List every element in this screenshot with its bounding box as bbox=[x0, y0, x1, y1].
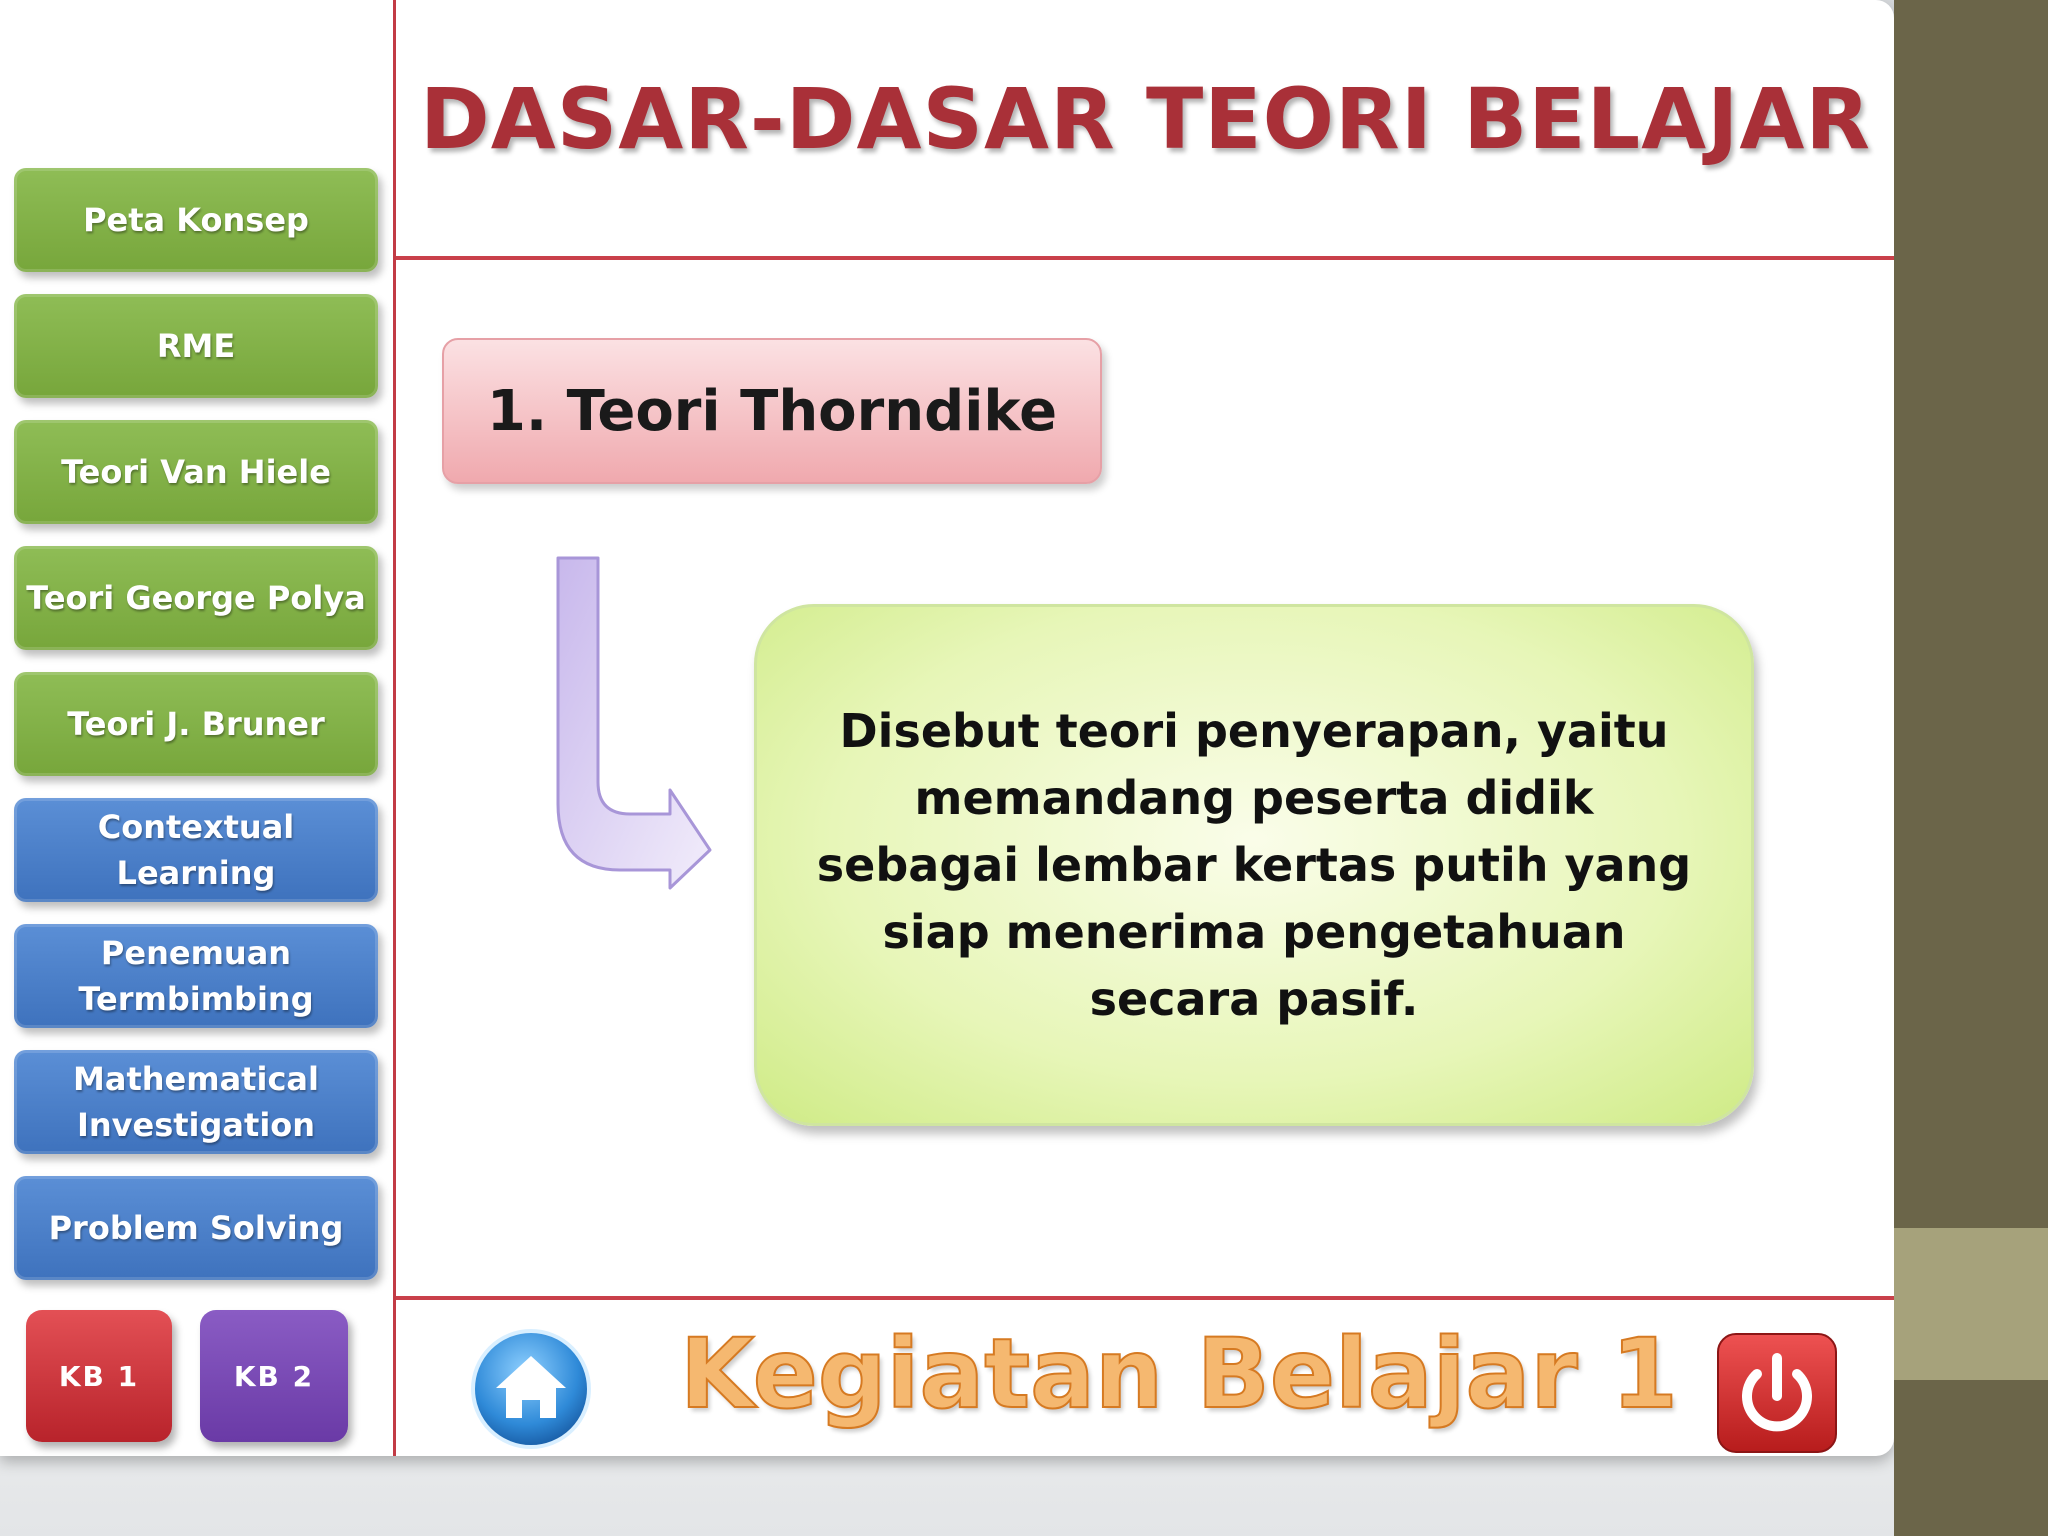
theory-heading: 1. Teori Thorndike bbox=[486, 378, 1058, 444]
nav-button-penemuan-termbimbing[interactable]: Penemuan Termbimbing bbox=[14, 924, 378, 1028]
description-text: Disebut teori penyerapan, yaitu memandang peserta didik sebagai lembar kertas putih yang siap menerima pengetahuan secara pasif. bbox=[816, 703, 1692, 1026]
nav-button-teori-j-bruner[interactable]: Teori J. Bruner bbox=[14, 672, 378, 776]
footer-divider bbox=[396, 1296, 1894, 1300]
nav-button-peta-konsep[interactable]: Peta Konsep bbox=[14, 168, 378, 272]
nav-button-mathematical-investigation[interactable]: Mathematical Investigation bbox=[14, 1050, 378, 1154]
power-icon[interactable] bbox=[1714, 1330, 1840, 1456]
footer-title: Kegiatan Belajar 1 bbox=[680, 1318, 1678, 1430]
nav-button-contextual-learning[interactable]: Contextual Learning bbox=[14, 798, 378, 902]
description-box bbox=[754, 604, 1754, 1126]
side-panel-accent bbox=[1894, 1228, 2048, 1380]
home-icon[interactable] bbox=[468, 1326, 594, 1452]
bent-arrow-icon bbox=[548, 552, 718, 898]
kb2-button[interactable]: KB 2 bbox=[200, 1310, 348, 1442]
page-title: DASAR-DASAR TEORI BELAJAR bbox=[420, 70, 1872, 168]
theory-heading-box bbox=[442, 338, 1102, 484]
nav-button-rme[interactable]: RME bbox=[14, 294, 378, 398]
nav-button-teori-george-polya[interactable]: Teori George Polya bbox=[14, 546, 378, 650]
sidebar-divider bbox=[393, 0, 396, 1456]
nav-button-teori-van-hiele[interactable]: Teori Van Hiele bbox=[14, 420, 378, 524]
kb1-button[interactable]: KB 1 bbox=[26, 1310, 172, 1442]
header-divider bbox=[396, 256, 1894, 260]
nav-button-problem-solving[interactable]: Problem Solving bbox=[14, 1176, 378, 1280]
